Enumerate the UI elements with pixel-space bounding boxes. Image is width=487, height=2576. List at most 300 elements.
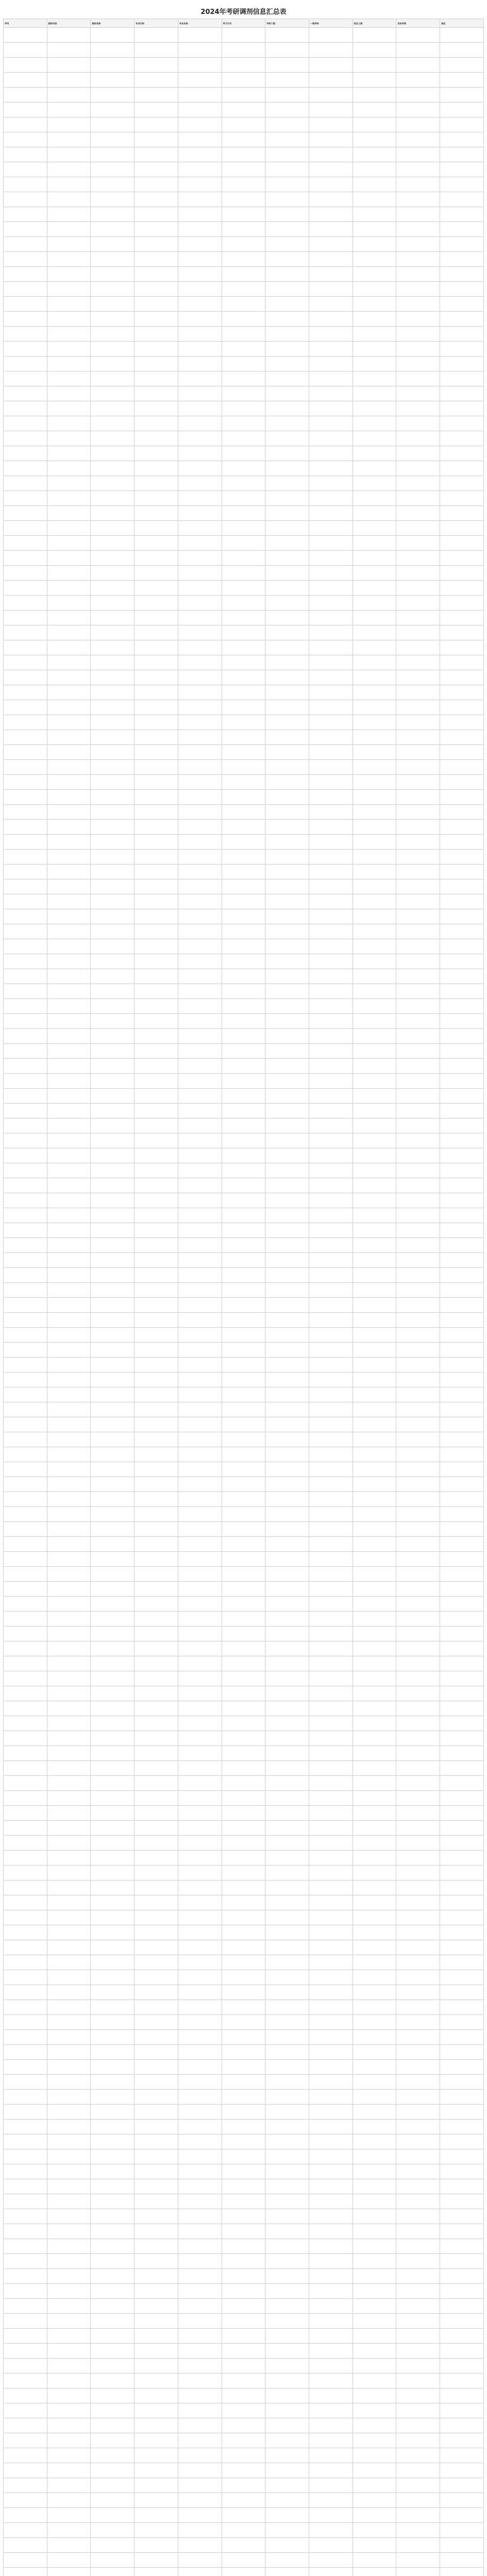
table-cell [222, 1118, 265, 1133]
table-cell [309, 999, 353, 1014]
table-cell [4, 2134, 47, 2149]
table-cell [396, 611, 440, 625]
table-cell [91, 237, 135, 252]
table-cell [352, 1626, 396, 1641]
table-cell [265, 1432, 309, 1447]
table-cell [265, 147, 309, 162]
table-cell [135, 58, 178, 73]
table-cell [91, 1761, 135, 1776]
table-cell [309, 162, 353, 177]
table-cell [309, 2433, 353, 2448]
table-cell [396, 1641, 440, 1656]
table-cell [309, 357, 353, 371]
table-cell [265, 1268, 309, 1283]
table-cell [309, 237, 353, 252]
table-cell [222, 536, 265, 551]
table-cell [352, 1641, 396, 1656]
table-cell [91, 1387, 135, 1402]
table-cell [178, 2105, 222, 2120]
table-cell [396, 1582, 440, 1597]
table-cell [265, 939, 309, 954]
table-cell [47, 1253, 91, 1268]
table-cell [135, 1372, 178, 1387]
table-cell [222, 1178, 265, 1193]
table-cell [47, 28, 91, 43]
table-cell [178, 685, 222, 700]
table-cell [352, 2164, 396, 2179]
table-cell [91, 1343, 135, 1358]
table-cell [265, 2239, 309, 2254]
table-cell [309, 805, 353, 820]
table-cell [178, 416, 222, 431]
table-cell [440, 1133, 484, 1148]
table-cell [440, 2388, 484, 2403]
table-cell [309, 1641, 353, 1656]
table-cell [309, 1462, 353, 1477]
table-cell [222, 2508, 265, 2523]
table-cell [178, 715, 222, 730]
table-cell [222, 1851, 265, 1866]
table-cell [4, 1970, 47, 1985]
table-cell [135, 506, 178, 521]
table-cell [396, 1208, 440, 1223]
table-cell [91, 1238, 135, 1253]
table-cell [440, 1118, 484, 1133]
table-cell [309, 386, 353, 401]
table-row [4, 1298, 484, 1313]
table-cell [352, 2374, 396, 2388]
table-cell [440, 2344, 484, 2359]
table-cell [91, 760, 135, 775]
table-cell [265, 2448, 309, 2463]
table-cell [440, 2239, 484, 2254]
table-row [4, 1313, 484, 1328]
table-cell [178, 1223, 222, 1238]
table-cell [47, 237, 91, 252]
table-cell [309, 1851, 353, 1866]
table-cell [440, 73, 484, 88]
table-cell [222, 401, 265, 416]
table-cell [396, 2433, 440, 2448]
table-cell [222, 1477, 265, 1492]
table-cell [309, 2553, 353, 2568]
table-cell [47, 1074, 91, 1089]
table-cell [178, 2508, 222, 2523]
table-cell [309, 790, 353, 805]
table-cell [4, 2060, 47, 2075]
table-cell [178, 820, 222, 835]
table-cell [222, 909, 265, 924]
table-cell [309, 1163, 353, 1178]
table-row [4, 2105, 484, 2120]
table-cell [4, 2090, 47, 2105]
table-cell [47, 1671, 91, 1686]
table-cell [222, 1612, 265, 1626]
table-cell [91, 2269, 135, 2284]
table-cell [352, 1283, 396, 1298]
table-cell [91, 1567, 135, 1582]
table-cell [178, 43, 222, 58]
table-cell [352, 2045, 396, 2060]
table-cell [396, 2538, 440, 2553]
table-cell [91, 2374, 135, 2388]
table-row [4, 760, 484, 775]
table-cell [135, 2179, 178, 2194]
table-cell [135, 2433, 178, 2448]
table-cell [309, 1612, 353, 1626]
table-cell [440, 1089, 484, 1104]
table-cell [4, 1118, 47, 1133]
table-cell [440, 1776, 484, 1791]
table-cell [135, 2284, 178, 2299]
table-cell [222, 1716, 265, 1731]
table-cell [4, 2374, 47, 2388]
table-cell [352, 1313, 396, 1328]
table-cell [91, 1895, 135, 1910]
table-cell [91, 1776, 135, 1791]
table-cell [440, 611, 484, 625]
table-cell [352, 1731, 396, 1746]
table-row [4, 267, 484, 282]
table-cell [265, 1208, 309, 1223]
table-cell [309, 1836, 353, 1851]
table-cell [47, 192, 91, 207]
table-cell [222, 566, 265, 581]
table-cell [440, 1686, 484, 1701]
table-cell [309, 222, 353, 237]
table-cell [440, 1313, 484, 1328]
table-cell [222, 2344, 265, 2359]
table-cell [135, 1432, 178, 1447]
table-cell [265, 730, 309, 745]
table-cell [309, 2000, 353, 2015]
table-cell [440, 1940, 484, 1955]
table-cell [47, 611, 91, 625]
table-cell [135, 28, 178, 43]
table-cell [352, 2224, 396, 2239]
table-cell [4, 1492, 47, 1507]
table-cell [178, 1387, 222, 1402]
table-cell [309, 1626, 353, 1641]
table-cell [440, 491, 484, 506]
table-cell [265, 2254, 309, 2269]
table-cell [47, 73, 91, 88]
table-cell [222, 1895, 265, 1910]
table-cell [222, 715, 265, 730]
table-cell [222, 790, 265, 805]
table-cell [4, 2105, 47, 2120]
table-cell [309, 611, 353, 625]
table-cell [91, 879, 135, 894]
table-row [4, 1507, 484, 1522]
table-cell [352, 2508, 396, 2523]
table-cell [91, 506, 135, 521]
table-row [4, 1671, 484, 1686]
table-cell [135, 2403, 178, 2418]
table-cell [135, 670, 178, 685]
table-cell [352, 1746, 396, 1761]
table-cell [440, 267, 484, 282]
table-cell [222, 1537, 265, 1552]
table-cell [396, 1014, 440, 1029]
table-cell [91, 2164, 135, 2179]
table-cell [352, 2090, 396, 2105]
table-cell [440, 865, 484, 879]
table-cell [440, 58, 484, 73]
table-cell [4, 1626, 47, 1641]
table-cell [178, 237, 222, 252]
table-cell [352, 2209, 396, 2224]
table-cell [135, 1866, 178, 1880]
table-cell [91, 162, 135, 177]
table-cell [135, 1612, 178, 1626]
table-cell [309, 117, 353, 132]
table-cell [91, 984, 135, 999]
table-cell [352, 551, 396, 566]
table-cell [440, 999, 484, 1014]
table-cell [265, 850, 309, 865]
table-cell [47, 760, 91, 775]
table-cell [440, 2209, 484, 2224]
table-cell [178, 760, 222, 775]
table-cell [135, 386, 178, 401]
table-cell [265, 2000, 309, 2015]
table-cell [309, 1014, 353, 1029]
table-cell [352, 1656, 396, 1671]
table-cell [265, 2194, 309, 2209]
table-cell [47, 1955, 91, 1970]
table-cell [91, 536, 135, 551]
table-cell [440, 1970, 484, 1985]
table-cell [396, 357, 440, 371]
table-cell [309, 2030, 353, 2045]
table-cell [178, 2075, 222, 2090]
table-cell [440, 1477, 484, 1492]
table-cell [396, 2463, 440, 2478]
table-cell [440, 1178, 484, 1193]
table-cell [47, 2374, 91, 2388]
table-cell [440, 939, 484, 954]
table-cell [91, 207, 135, 222]
table-cell [91, 1193, 135, 1208]
table-cell [178, 2224, 222, 2239]
table-cell [352, 2418, 396, 2433]
table-cell [222, 461, 265, 476]
table-cell [440, 1298, 484, 1313]
table-row [4, 2374, 484, 2388]
table-cell [47, 730, 91, 745]
table-cell [396, 1044, 440, 1059]
table-cell [222, 132, 265, 147]
table-row [4, 2553, 484, 2568]
table-cell [135, 491, 178, 506]
table-cell [222, 222, 265, 237]
table-cell [178, 1970, 222, 1985]
table-cell [265, 1358, 309, 1372]
table-cell [440, 1268, 484, 1283]
table-cell [135, 1641, 178, 1656]
table-cell [352, 879, 396, 894]
table-cell [91, 252, 135, 267]
table-cell [440, 1537, 484, 1552]
table-cell [91, 2015, 135, 2030]
table-cell [47, 2179, 91, 2194]
table-cell [440, 1866, 484, 1880]
table-cell [91, 2105, 135, 2120]
table-cell [309, 909, 353, 924]
table-cell [265, 73, 309, 88]
table-row [4, 43, 484, 58]
table-cell [440, 879, 484, 894]
table-cell [91, 2224, 135, 2239]
table-cell [178, 1507, 222, 1522]
table-cell [352, 2314, 396, 2329]
table-row [4, 1522, 484, 1537]
table-cell [309, 820, 353, 835]
table-cell [135, 192, 178, 207]
table-cell [178, 1910, 222, 1925]
table-cell [222, 2284, 265, 2299]
table-cell [135, 2194, 178, 2209]
table-cell [222, 1268, 265, 1283]
table-cell [396, 1343, 440, 1358]
table-cell [135, 536, 178, 551]
table-cell [396, 2254, 440, 2269]
table-cell [47, 506, 91, 521]
table-cell [91, 1716, 135, 1731]
table-cell [178, 1178, 222, 1193]
table-cell [91, 2284, 135, 2299]
table-cell [309, 760, 353, 775]
table-cell [222, 745, 265, 760]
table-cell [135, 2523, 178, 2538]
table-cell [265, 2433, 309, 2448]
table-cell [265, 566, 309, 581]
table-cell [222, 2164, 265, 2179]
table-row [4, 222, 484, 237]
table-cell [309, 2403, 353, 2418]
table-cell [178, 1298, 222, 1313]
table-cell [135, 894, 178, 909]
table-cell [222, 1328, 265, 1343]
table-cell [396, 640, 440, 655]
table-cell [135, 147, 178, 162]
table-cell [309, 1477, 353, 1492]
table-cell [135, 865, 178, 879]
table-cell [440, 1044, 484, 1059]
table-row [4, 2478, 484, 2493]
table-cell [222, 1432, 265, 1447]
table-cell [265, 43, 309, 58]
table-cell [396, 132, 440, 147]
table-cell [309, 2179, 353, 2194]
table-cell [265, 596, 309, 611]
table-cell [222, 1447, 265, 1462]
table-cell [222, 1686, 265, 1701]
table-cell [178, 2538, 222, 2553]
table-cell [309, 2388, 353, 2403]
table-cell [309, 1716, 353, 1731]
table-row [4, 2060, 484, 2075]
table-cell [47, 2194, 91, 2209]
table-cell [440, 1507, 484, 1522]
table-cell [178, 2194, 222, 2209]
table-cell [135, 1537, 178, 1552]
table-cell [47, 1970, 91, 1985]
table-cell [178, 2523, 222, 2538]
table-cell [309, 1133, 353, 1148]
table-cell [265, 357, 309, 371]
table-cell [4, 1686, 47, 1701]
table-row [4, 342, 484, 357]
table-row [4, 2209, 484, 2224]
table-cell [47, 2209, 91, 2224]
table-cell [91, 357, 135, 371]
table-cell [91, 1940, 135, 1955]
table-cell [135, 1821, 178, 1836]
table-row [4, 476, 484, 491]
table-cell [135, 1656, 178, 1671]
table-cell [222, 999, 265, 1014]
table-cell [178, 596, 222, 611]
table-cell [4, 954, 47, 969]
table-cell [135, 357, 178, 371]
table-cell [352, 969, 396, 984]
table-cell [178, 2463, 222, 2478]
table-cell [265, 297, 309, 312]
table-cell [178, 2314, 222, 2329]
table-cell [222, 1238, 265, 1253]
table-cell [309, 43, 353, 58]
table-cell [47, 1597, 91, 1612]
table-cell [440, 177, 484, 192]
table-cell [352, 820, 396, 835]
table-cell [135, 177, 178, 192]
table-cell [135, 88, 178, 103]
table-row [4, 2284, 484, 2299]
table-cell [265, 252, 309, 267]
table-cell [4, 237, 47, 252]
table-cell [4, 103, 47, 117]
table-cell [265, 1656, 309, 1671]
table-cell [309, 1343, 353, 1358]
table-row [4, 1537, 484, 1552]
table-cell [47, 1522, 91, 1537]
table-cell [4, 297, 47, 312]
table-row [4, 2388, 484, 2403]
table-cell [91, 2329, 135, 2344]
table-cell [47, 700, 91, 715]
table-cell [352, 2478, 396, 2493]
table-cell [47, 939, 91, 954]
table-cell [309, 1178, 353, 1193]
table-cell [47, 1358, 91, 1372]
table-cell [222, 416, 265, 431]
table-cell [178, 2179, 222, 2194]
table-cell [47, 1776, 91, 1791]
table-cell [178, 1462, 222, 1477]
table-cell [47, 566, 91, 581]
table-cell [396, 670, 440, 685]
table-cell [222, 58, 265, 73]
table-cell [265, 1955, 309, 1970]
table-cell [47, 1148, 91, 1163]
table-cell [309, 2299, 353, 2314]
table-cell [352, 1148, 396, 1163]
table-cell [352, 43, 396, 58]
table-cell [135, 327, 178, 342]
table-cell [265, 1059, 309, 1074]
